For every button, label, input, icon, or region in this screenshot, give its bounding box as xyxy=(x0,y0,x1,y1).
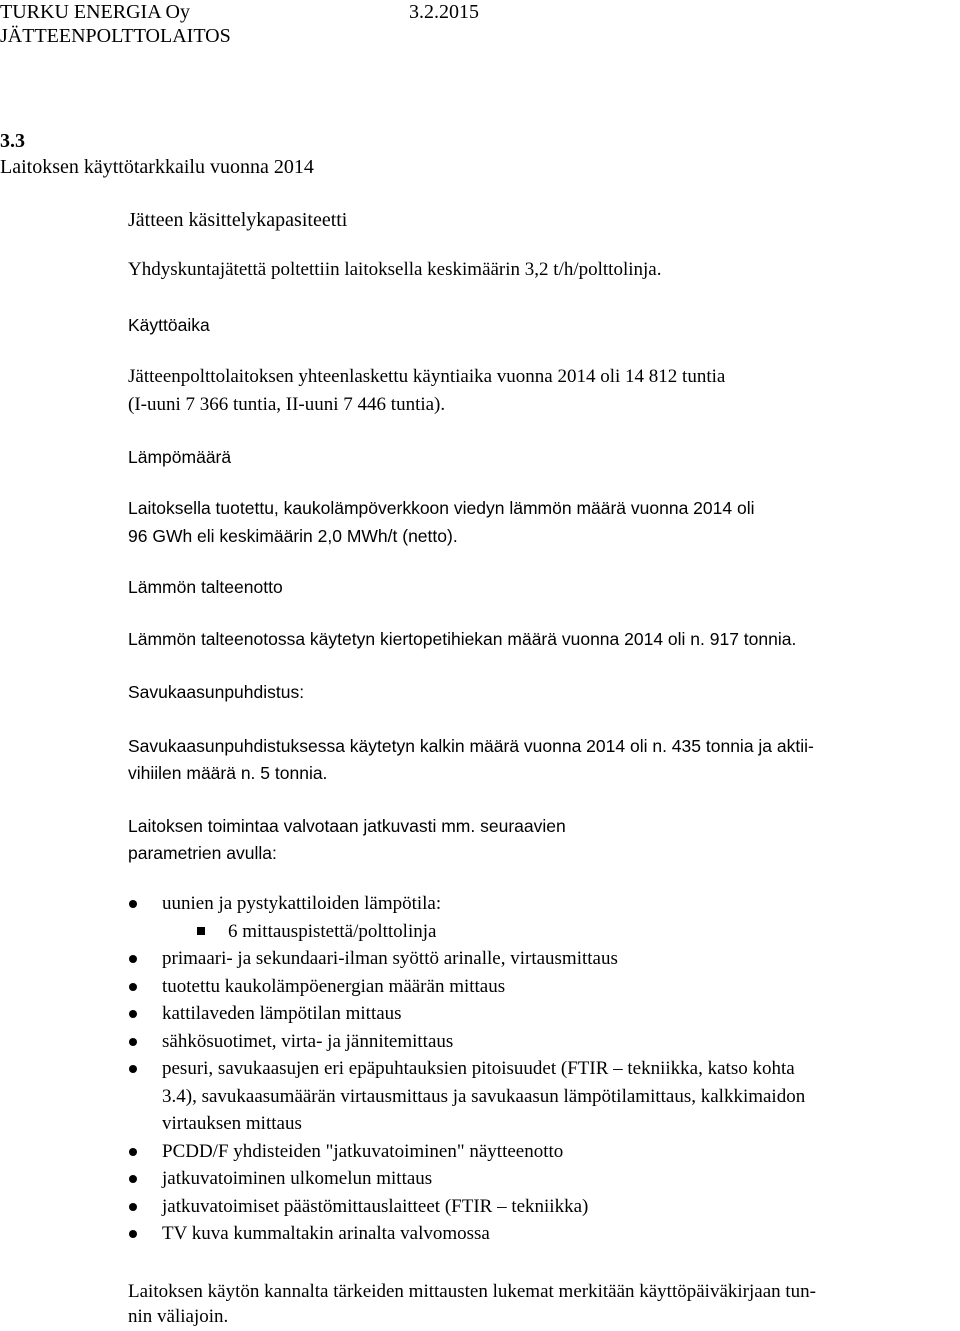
heat-amount-heading: Lämpömäärä xyxy=(128,447,232,467)
bullet-icon xyxy=(129,1230,137,1238)
flue-gas-line2: vihiilen määrä n. 5 tonnia. xyxy=(128,763,328,783)
bullet-icon xyxy=(129,1203,137,1211)
list-item: pesuri, savukaasujen eri epäpuhtauksien pitoisuudet (FTIR – tekniikka, katso kohta xyxy=(128,1055,948,1083)
bullet-icon xyxy=(129,983,137,991)
operating-time-line1: Jätteenpolttolaitoksen yhteenlaskettu käyntiaika vuonna 2014 oli 14 812 tuntia xyxy=(128,366,726,387)
closing-line1: Laitoksen käytön kannalta tärkeiden mittausten lukemat merkitään käyttöpäiväkirjaan tun- xyxy=(128,1281,816,1302)
bullet-icon xyxy=(129,1148,137,1156)
heat-amount-line1: Laitoksella tuotettu, kaukolämpöverkkoon viedyn lämmön määrä vuonna 2014 oli xyxy=(128,498,755,518)
square-bullet-icon xyxy=(197,927,205,935)
list-item-continuation: 3.4), savukaasumäärän virtausmittaus ja savukaasun lämpötilamittaus, kalkkimaidon xyxy=(162,1085,806,1107)
list-item: tuotettu kaukolämpöenergian määrän mittaus xyxy=(128,973,948,1001)
list-item: 6 mittauspistettä/polttolinja xyxy=(128,918,948,946)
operating-time-heading: Käyttöaika xyxy=(128,315,210,335)
document-date: 3.2.2015 xyxy=(409,1,479,23)
flue-gas-line1: Savukaasunpuhdistuksessa käytetyn kalkin määrä vuonna 2014 oli n. 435 tonnia ja aktii- xyxy=(128,736,814,756)
list-item: PCDD/F yhdisteiden "jatkuvatoiminen" näytteenotto xyxy=(128,1138,948,1166)
bullet-icon xyxy=(129,955,137,963)
bullet-icon xyxy=(129,1038,137,1046)
section-title: Laitoksen käyttötarkkailu vuonna 2014 xyxy=(0,156,314,178)
heat-recovery-heading: Lämmön talteenotto xyxy=(128,577,283,597)
heat-amount-line2: 96 GWh eli keskimäärin 2,0 MWh/t (netto). xyxy=(128,526,458,546)
monitoring-parameter-list xyxy=(128,890,948,1248)
document-subtitle: JÄTTEENPOLTTOLAITOS xyxy=(0,25,231,47)
bullet-icon xyxy=(129,1010,137,1018)
flue-gas-heading: Savukaasunpuhdistus: xyxy=(128,682,305,702)
list-item: uunien ja pystykattiloiden lämpötila: xyxy=(128,890,948,918)
heat-recovery-text: Lämmön talteenotossa käytetyn kiertopetihiekan määrä vuonna 2014 oli n. 917 tonnia. xyxy=(128,629,797,649)
list-item: primaari- ja sekundaari-ilman syöttö arinalle, virtausmittaus xyxy=(128,945,948,973)
monitoring-heading-line2: parametrien avulla: xyxy=(128,843,277,863)
operating-time-line2: (I-uuni 7 366 tuntia, II-uuni 7 446 tuntia). xyxy=(128,394,446,415)
bullet-icon xyxy=(129,900,137,908)
capacity-text: Yhdyskuntajätettä poltettiin laitoksella keskimäärin 3,2 t/h/polttolinja. xyxy=(128,259,662,280)
bullet-icon xyxy=(129,1175,137,1183)
list-item-continuation: virtauksen mittaus xyxy=(162,1113,302,1134)
capacity-heading: Jätteen käsittelykapasiteetti xyxy=(128,209,348,231)
section-number: 3.3 xyxy=(0,130,25,152)
list-item: TV kuva kummaltakin arinalta valvomossa xyxy=(128,1220,948,1248)
list-item: sähkösuotimet, virta- ja jännitemittaus xyxy=(128,1028,948,1056)
monitoring-heading-line1: Laitoksen toimintaa valvotaan jatkuvasti mm. seuraavien xyxy=(128,816,566,836)
list-item: jatkuvatoiminen ulkomelun mittaus xyxy=(128,1165,948,1193)
company-name: TURKU ENERGIA Oy xyxy=(0,1,190,23)
closing-line2: nin väliajoin. xyxy=(128,1306,229,1327)
list-item: kattilaveden lämpötilan mittaus xyxy=(128,1000,948,1028)
list-item: jatkuvatoimiset päästömittauslaitteet (FTIR – tekniikka) xyxy=(128,1193,948,1221)
bullet-icon xyxy=(129,1065,137,1073)
